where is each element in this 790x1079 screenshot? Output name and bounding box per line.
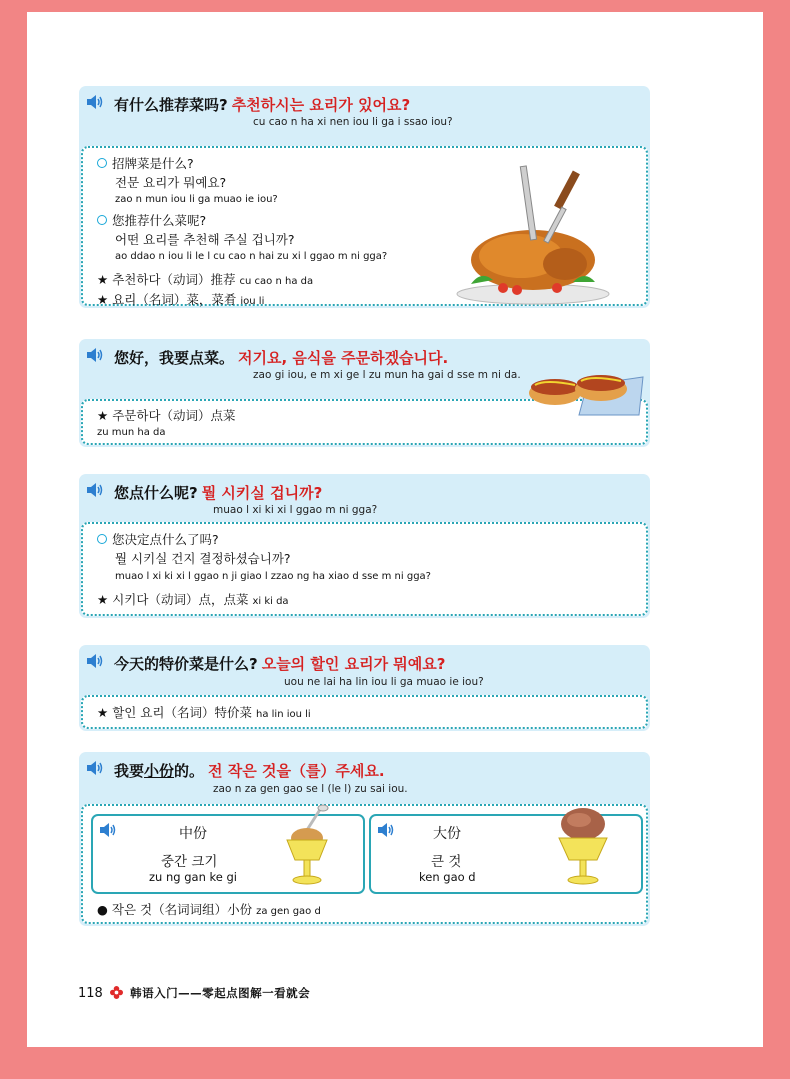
question-line: 我要小份的。 전 작은 것을（를）주세요.	[114, 762, 385, 780]
circle-bullet-icon	[97, 534, 107, 544]
speaker-icon[interactable]	[86, 482, 104, 498]
example-box	[81, 695, 648, 729]
question-line: 有什么推荐菜吗? 추천하시는 요리가 있어요?	[114, 96, 411, 114]
speaker-icon[interactable]	[86, 347, 104, 363]
speaker-icon[interactable]	[86, 760, 104, 776]
phrase-card-order	[79, 339, 650, 447]
speaker-icon[interactable]	[377, 822, 395, 838]
ice-cream-cup-illustration	[277, 804, 337, 892]
question-line: 您点什么呢? 뭘 시키실 겁니까?	[114, 484, 323, 502]
speaker-icon[interactable]	[86, 653, 104, 669]
page-footer	[78, 985, 310, 1001]
phrase-card-recommend	[79, 86, 650, 308]
speaker-icon[interactable]	[99, 822, 117, 838]
question-line: 您好，我要点菜。 저기요, 음식을 주문하겠습니다.	[114, 349, 449, 367]
pronunciation: muao l xi ki xi l ggao m ni gga?	[213, 504, 378, 516]
example-box: ★ 주문하다（动词）点菜 zu mun ha da	[81, 399, 648, 445]
example-box: 您决定点什么了吗? 뭘 시키실 건지 결정하셨습니까? muao l xi ki xi l ggao n ji giao l zzao ng ha xiao d sse m ni gga? ★ 시키다（动词）点，点菜 xi ki da	[81, 522, 648, 616]
vocab-item: ★ 추천하다（动词）推荐 cu cao n ha da	[97, 272, 314, 287]
pronunciation: cu cao n ha xi nen iou li ga i ssao iou?	[253, 116, 453, 128]
pronunciation: zao n za gen gao se l (le l) zu sai iou.	[213, 783, 408, 795]
vocab-item: ● 작은 것（名词词组）小份 za gen gao d	[97, 902, 321, 917]
pronunciation: uou ne lai ha lin iou li ga muao ie iou?	[284, 676, 484, 688]
circle-bullet-icon	[97, 158, 107, 168]
speaker-icon[interactable]	[86, 94, 104, 110]
vocab-item: ★ 할인 요리（名词）特价菜 ha lin iou li	[97, 705, 311, 720]
phrase-card-portion	[79, 752, 650, 926]
vocab-item: ★ 요리（名词）菜，菜肴 iou li	[97, 292, 265, 307]
flower-icon	[110, 986, 123, 999]
vocab-item: ★ 시키다（动词）点，点菜 xi ki da	[97, 592, 289, 607]
phrase-card-what-to-order	[79, 474, 650, 618]
pronunciation: zao gi iou, e m xi ge l zu mun ha gai d sse m ni da.	[253, 369, 521, 381]
size-option-large: 大份 큰 것 ken gao d	[369, 814, 643, 894]
example-box	[81, 804, 648, 924]
ice-cream-cup-illustration	[551, 802, 615, 892]
circle-bullet-icon	[97, 215, 107, 225]
page-number: 118	[78, 986, 103, 1001]
question-line: 今天的特价菜是什么? 오늘의 할인 요리가 뭐예요?	[114, 655, 446, 673]
vocab-item: ★ 주문하다（动词）点菜	[97, 408, 236, 423]
book-title: 韩语入门——零起点图解一看就会	[130, 986, 311, 1000]
phrase-card-special	[79, 645, 650, 731]
roast-chicken-illustration	[453, 160, 613, 308]
size-option-medium: 中份 중간 크기 zu ng gan ke gi	[91, 814, 365, 894]
hot-dog-illustration	[525, 349, 645, 419]
example-box: 招牌菜是什么? 전문 요리가 뭐예요? zao n mun iou li ga muao ie iou? 您推荐什么菜呢? 어떤 요리를 추천해 주실 겁니까? ao ddao n iou li le l cu cao n hai zu xi l ggao m ni gga? ★ 추천하다（动词）推荐 cu cao n ha da ★ 요리（名词）菜，菜肴 iou li	[81, 146, 648, 306]
